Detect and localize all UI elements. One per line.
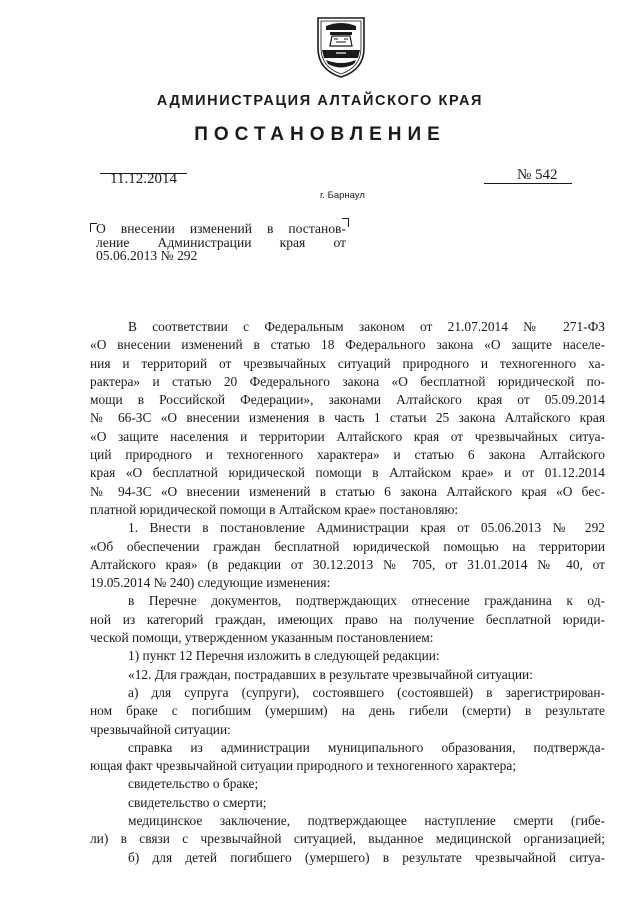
body-line: медицинское заключение, подтверждающее наступление смерти (гибе- <box>128 813 605 829</box>
subject-line: О внесении изменений в постанов- <box>96 221 346 236</box>
subject-line: 05.06.2013 № 292 <box>96 248 198 263</box>
body-line: б) для детей погибшего (умершего) в результате чрезвычайной ситуа- <box>128 849 605 865</box>
body-line: № 94-ЗС «О внесении изменений в статью 6 закона Алтайского края «О бес- <box>90 483 605 499</box>
body-line: Алтайского края» (в редакции от 30.12.2013 № 705, от 31.01.2014 № 40, от <box>90 556 605 572</box>
body-line: а) для супруга (супруги), состоявшего (состоявшей) в зарегистрирован- <box>128 684 605 700</box>
body-line: свидетельство о браке; <box>128 776 259 792</box>
body-line: «Об обеспечении граждан бесплатной юридической помощью на территории <box>90 538 605 554</box>
body-line: ной из категорий граждан, имеющих право на получение бесплатной юриди- <box>90 611 605 627</box>
body-line: края «О бесплатной юридической помощи в Алтайском крае» и от 01.12.2014 <box>90 465 605 481</box>
body-line: № 66-ЗС «О внесении изменения в часть 1 статьи 25 закона Алтайского края <box>90 410 605 426</box>
body-line: ющая факт чрезвычайной ситуации природного и техногенного характера; <box>90 758 517 774</box>
body-line: ций природного и техногенного характера» и статью 6 закона Алтайского <box>90 447 605 463</box>
subject-line: ление Администрации края от <box>96 234 346 250</box>
body-line: В соответствии с Федеральным законом от 21.07.2014 № 271-ФЗ <box>128 319 605 334</box>
organization-name: АДМИНИСТРАЦИЯ АЛТАЙСКОГО КРАЯ <box>156 93 484 109</box>
body-line: чрезвычайной ситуации: <box>90 721 231 737</box>
body-line: «О защите населения и территории Алтайского края от чрезвычайных ситуа- <box>90 428 605 444</box>
body-line: мощи в Российской Федерации», законами Алтайского края от 05.09.2014 <box>90 392 605 408</box>
body-line: справка из администрации муниципального образования, подтвержда- <box>128 739 605 755</box>
body-line: платной юридической помощи в Алтайском крае» постановляю: <box>90 501 459 517</box>
document-body <box>90 318 605 867</box>
body-line: 1. Внести в постановление Администрации края от 05.06.2013 № 292 <box>128 520 605 536</box>
city-name: г. Барнаул <box>320 190 365 201</box>
body-line: «О внесении изменений в статью 18 Федерального закона «О защите населе- <box>90 337 605 353</box>
document-subject <box>96 222 346 263</box>
document-number: № 542 <box>517 167 558 183</box>
body-line: в Перечне документов, подтверждающих отнесение гражданина к од- <box>128 593 605 609</box>
body-line: ния и территорий от чрезвычайных ситуаций природного и техногенного ха- <box>90 355 605 371</box>
body-line: 1) пункт 12 Перечня изложить в следующей редакции: <box>128 648 440 664</box>
document-date: 11.12.2014 <box>110 171 177 187</box>
number-underline <box>484 183 572 184</box>
document-type-title: ПОСТАНОВЛЕНИЕ <box>194 124 446 145</box>
date-underline <box>100 173 187 174</box>
body-line: 19.05.2014 № 240) следующие изменения: <box>90 575 331 591</box>
body-line: ческой помощи, утвержденном указанным постановлением: <box>90 630 434 646</box>
body-line: «12. Для граждан, пострадавших в результате чрезвычайной ситуации: <box>128 666 533 682</box>
body-line: рактера» и статью 20 Федерального закона «О бесплатной юридической по- <box>90 373 605 389</box>
body-line: ли) в связи с чрезвычайной ситуацией, выданное медицинской организацией; <box>90 831 605 847</box>
body-line: ном браке с погибшим (умершим) на день гибели (смерти) в результате <box>90 703 605 719</box>
body-line: свидетельство о смерти; <box>128 794 267 810</box>
altai-coat-of-arms-emblem <box>312 14 370 80</box>
